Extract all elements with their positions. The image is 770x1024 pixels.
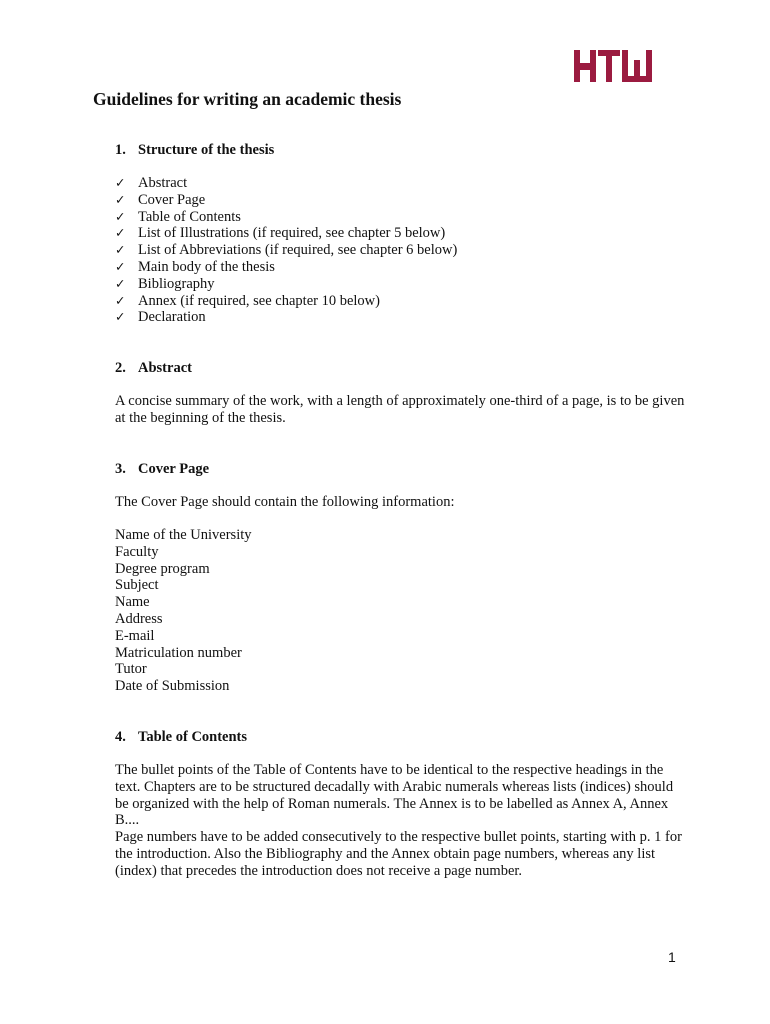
htw-logo-icon	[574, 50, 674, 84]
checkmark-icon: ✓	[115, 242, 126, 258]
list-item: Name of the University	[115, 527, 252, 543]
checkmark-icon: ✓	[115, 175, 126, 190]
abstract-paragraph: A concise summary of the work, with a length of approximately one-third of a page, is to be given at the beginning of the thesis.	[115, 393, 685, 426]
document-title: Guidelines for writing an academic thesis	[93, 89, 402, 109]
list-item: Subject	[115, 577, 159, 594]
list-item: Degree program	[115, 560, 210, 577]
checkmark-icon: ✓	[115, 208, 126, 224]
list-item: E-mail	[115, 627, 155, 644]
section-heading-table-of-contents: 4. Table of Contents	[115, 729, 248, 745]
section-heading-cover-page: 3. Cover Page	[115, 461, 209, 477]
list-item: Address	[115, 610, 163, 627]
list-item: ✓ Table of Contents	[115, 208, 241, 225]
checkmark-icon: ✓	[115, 309, 126, 325]
checkmark-icon: ✓	[115, 275, 126, 291]
list-item: ✓ List of Illustrations (if required, see chapter 5 below)	[115, 225, 446, 242]
toc-paragraph-2: Page numbers have to be added consecutively to the respective bullet points, starting with p. 1 for the introduction. Also the Bibliography and the Annex obtain page numbers, whereas any list (index) that precedes the introduction does not receive a page number.	[115, 829, 682, 879]
structure-checklist	[115, 175, 457, 326]
list-item: ✓ Annex (if required, see chapter 10 below)	[115, 292, 380, 309]
page-number: 1	[668, 949, 676, 965]
list-item: ✓ Bibliography	[115, 275, 215, 292]
section-heading-abstract: 2. Abstract	[115, 360, 192, 376]
cover-page-intro: The Cover Page should contain the following information:	[115, 494, 455, 510]
list-item: Matriculation number	[115, 644, 242, 661]
list-item: Faculty	[115, 543, 159, 560]
list-item: ✓ Abstract	[115, 175, 188, 191]
list-item: Date of Submission	[115, 678, 230, 695]
list-item: ✓ List of Abbreviations (if required, see chapter 6 below)	[115, 242, 458, 259]
checkmark-icon: ✓	[115, 292, 126, 308]
list-item: Name	[115, 594, 150, 611]
list-item: ✓ Declaration	[115, 309, 206, 326]
list-item: Tutor	[115, 661, 147, 678]
cover-page-list	[115, 527, 252, 695]
list-item: ✓ Cover Page	[115, 191, 206, 208]
checkmark-icon: ✓	[115, 191, 126, 207]
checkmark-icon: ✓	[115, 225, 126, 241]
checkmark-icon: ✓	[115, 258, 126, 274]
list-item: ✓ Main body of the thesis	[115, 258, 275, 275]
section-heading-structure: 1. Structure of the thesis	[115, 142, 275, 158]
toc-paragraph-1: The bullet points of the Table of Contents have to be identical to the respective headings in the text. Chapters are to be structured decadally with Arabic numerals whereas lists (indices) should be organized with the help of Roman numerals. The Annex is to be labelled as Annex A, Annex B....	[115, 762, 674, 829]
